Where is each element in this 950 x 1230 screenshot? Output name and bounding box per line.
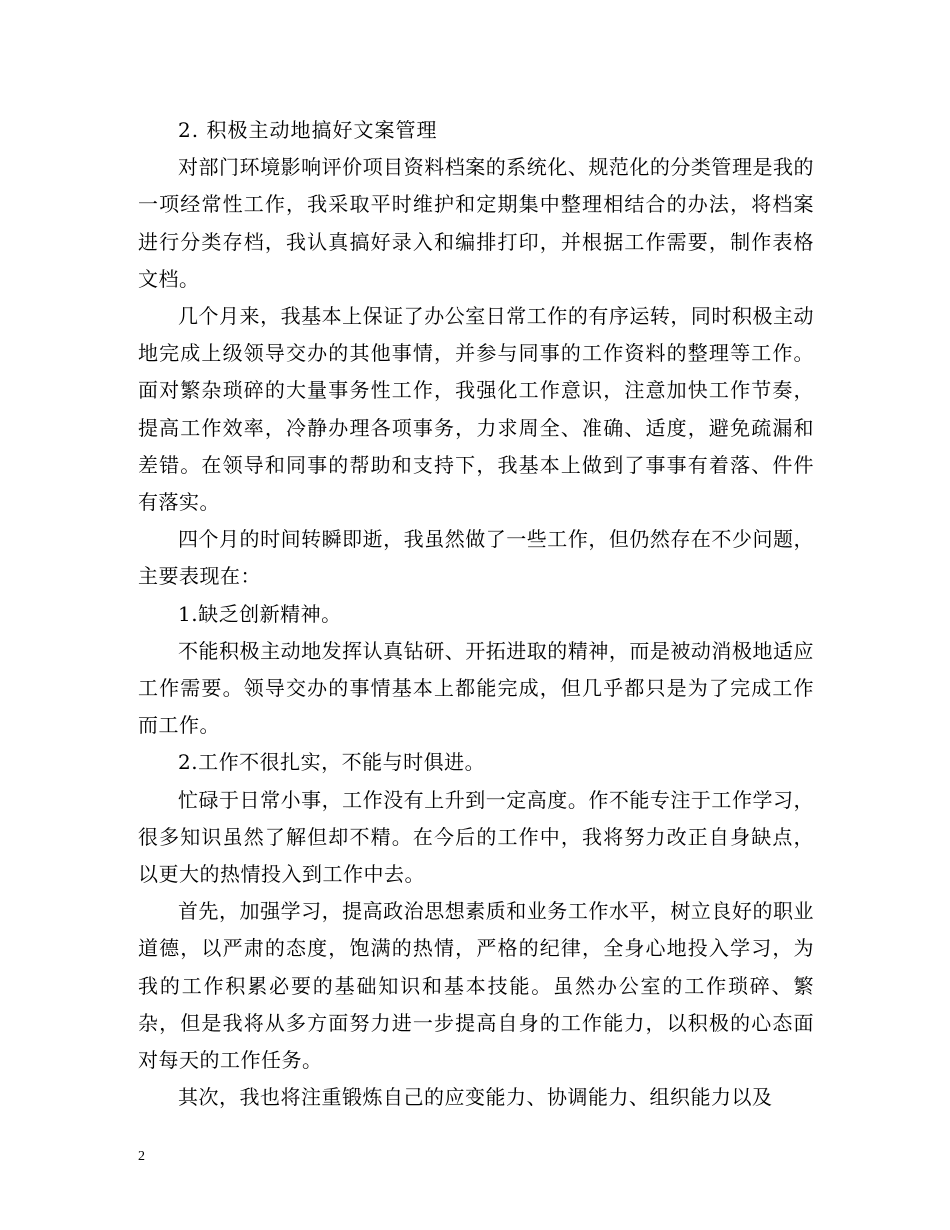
- paragraph-first-study: 首先，加强学习，提高政治思想素质和业务工作水平，树立良好的职业道德，以严肃的态度，饱满的热情，严格的纪律，全身心地投入学习，为我的工作积累必要的基础知识和基本技能。虽然办公室的工作琐碎、繁杂，但是我将从多方面努力进一步提高自身的工作能力，以积极的心态面对每天的工作任务。: [138, 899, 814, 1073]
- paragraph-solid-work: 忙碌于日常小事，工作没有上升到一定高度。作不能专注于工作学习，很多知识虽然了解但却不精。在今后的工作中，我将努力改正自身缺点，以更大的热情投入到工作中去。: [138, 787, 814, 887]
- paragraph-problems-intro: 四个月的时间转瞬即逝，我虽然做了一些工作，但仍然存在不少问题，主要表现在：: [138, 527, 814, 589]
- paragraph-office-work: 几个月来，我基本上保证了办公室日常工作的有序运转，同时积极主动地完成上级领导交办的其他事情，并参与同事的工作资料的整理等工作。面对繁杂琐碎的大量事务性工作，我强化工作意识，注意加快工作节奏，提高工作效率，冷静办理各项事务，力求周全、准确、适度，避免疏漏和差错。在领导和同事的帮助和支持下，我基本上做到了事事有着落、件件有落实。: [138, 304, 814, 515]
- list-heading-solid-work: 2.工作不很扎实，不能与时俱进。: [178, 750, 486, 775]
- section-heading: 2. 积极主动地搞好文案管理: [178, 118, 438, 142]
- page-number: 2: [138, 1149, 145, 1164]
- document-body: [138, 112, 814, 1116]
- paragraph-archive-management: 对部门环境影响评价项目资料档案的系统化、规范化的分类管理是我的一项经常性工作，我采取平时维护和定期集中整理相结合的办法，将档案进行分类存档，我认真搞好录入和编排打印，并根据工作需要，制作表格文档。: [138, 155, 814, 291]
- paragraph-second-abilities: 其次，我也将注重锻炼自己的应变能力、协调能力、组织能力以及: [178, 1085, 773, 1110]
- list-heading-innovation: 1.缺乏创新精神。: [178, 601, 342, 626]
- paragraph-innovation: 不能积极主动地发挥认真钻研、开拓进取的精神，而是被动消极地适应工作需要。领导交办的事情基本上都能完成，但几乎都只是为了完成工作而工作。: [138, 638, 814, 738]
